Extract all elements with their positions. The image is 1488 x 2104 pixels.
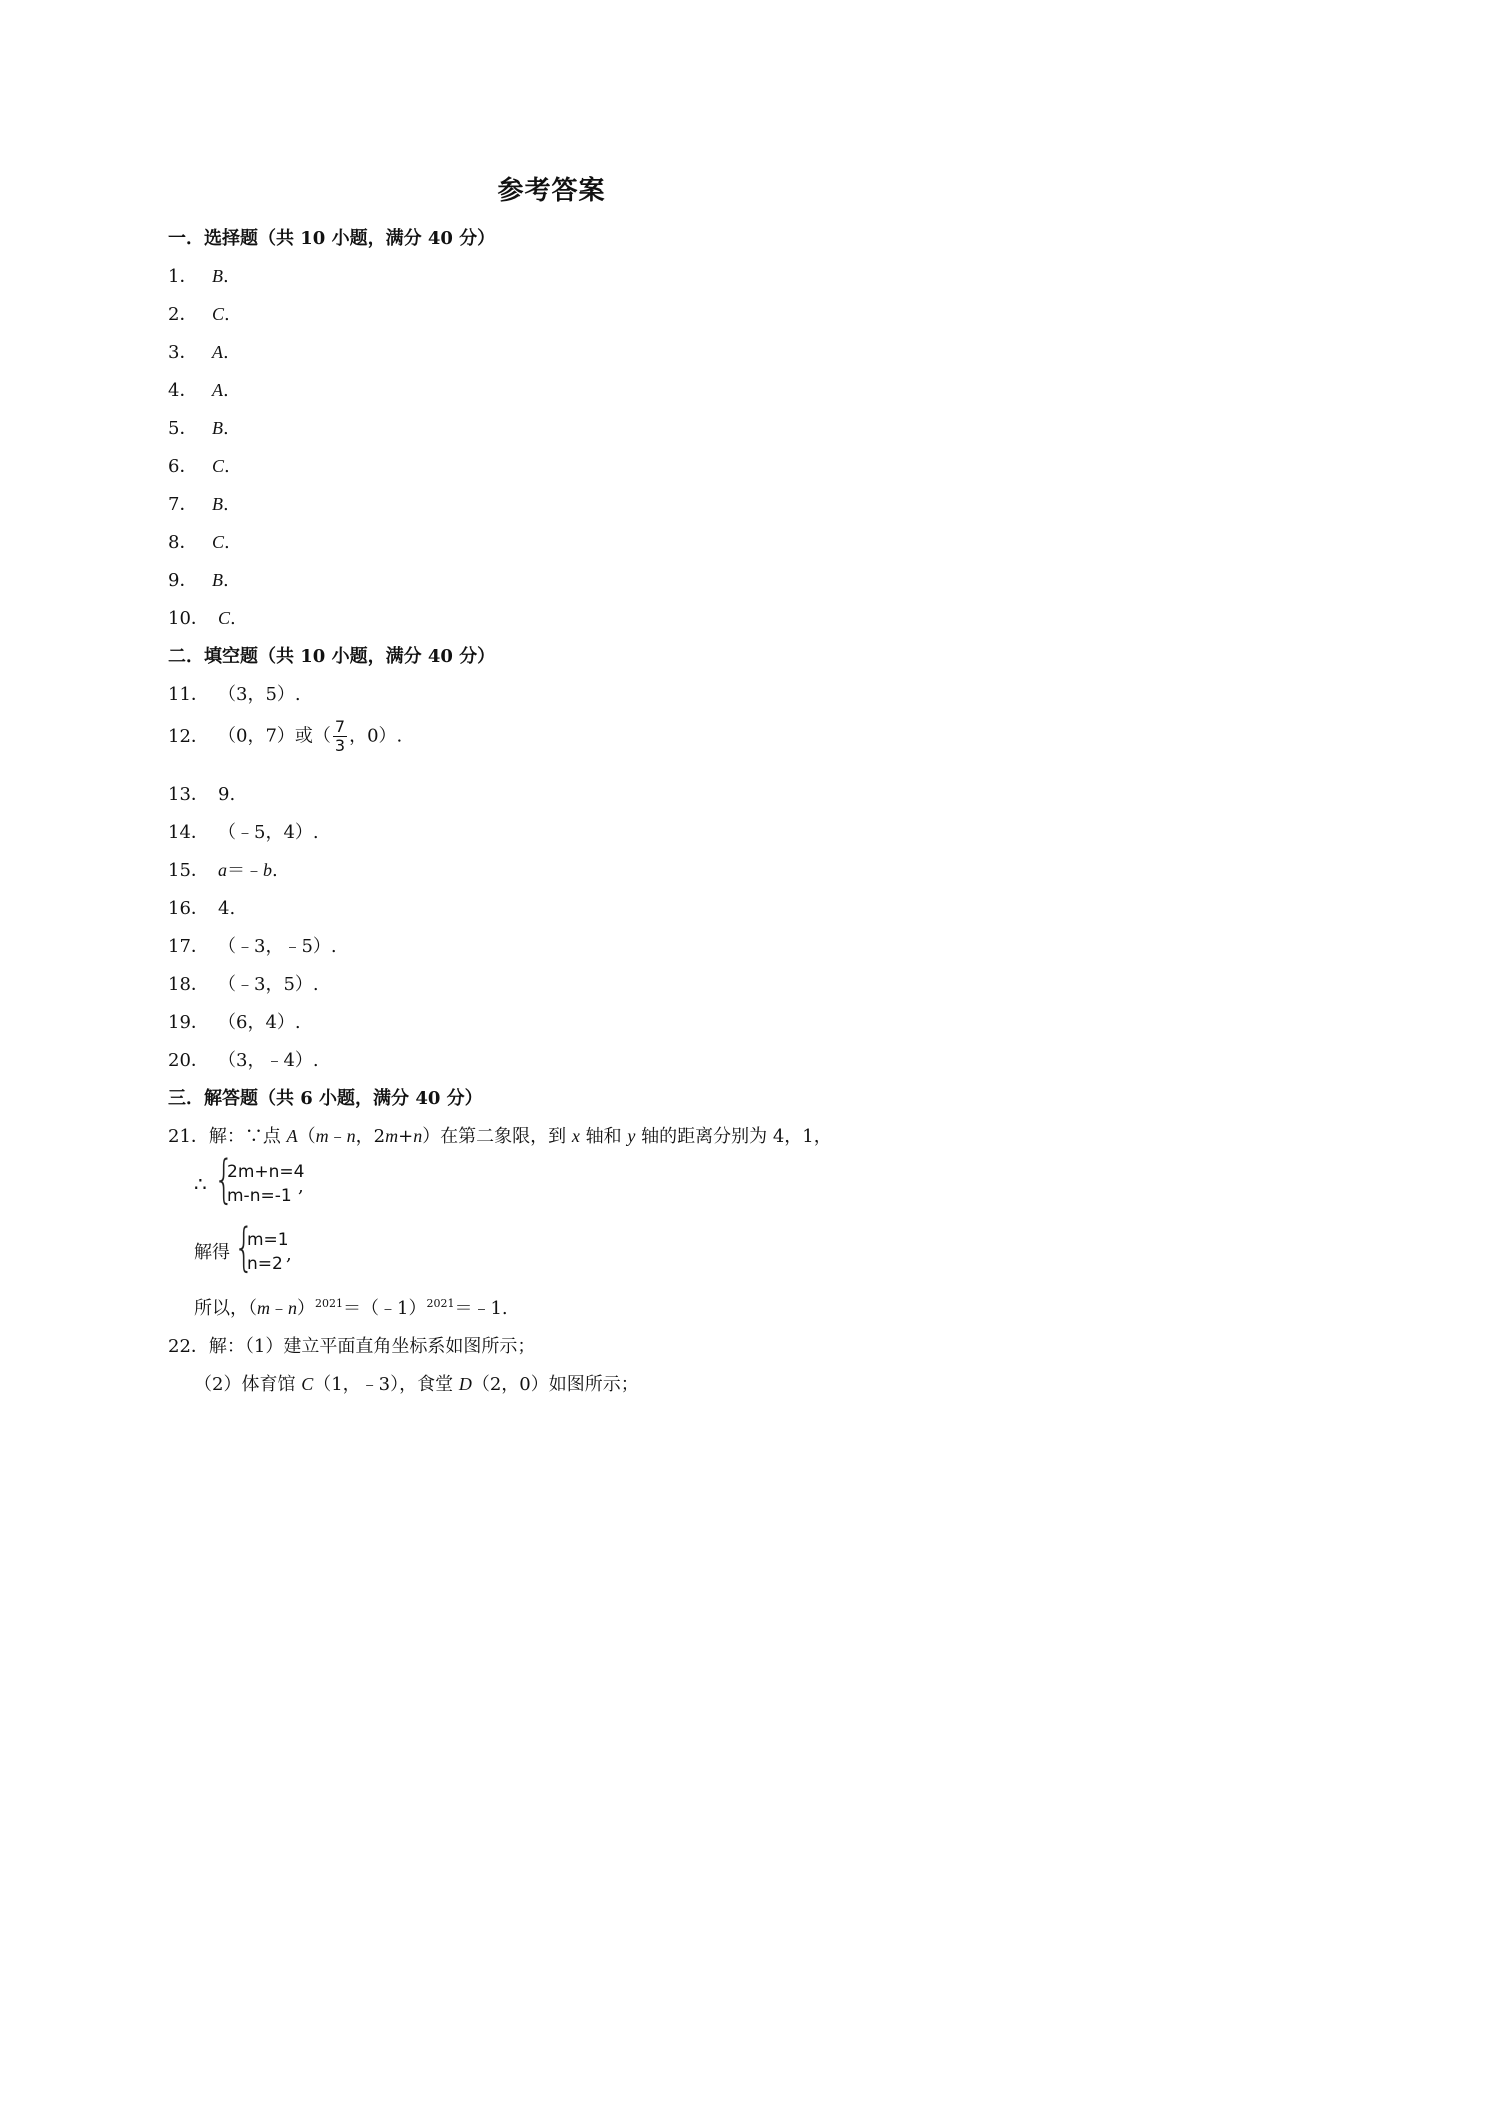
section-heading-solve: 三．解答题（共 6 小题，满分 40 分） bbox=[168, 1088, 483, 1109]
point-label: C bbox=[301, 1374, 314, 1394]
answer-letter: C bbox=[212, 456, 225, 476]
text-segment: 轴的距离分别为 4，1， bbox=[635, 1126, 832, 1147]
fill-answer-11 bbox=[168, 680, 301, 706]
question-number: 5． bbox=[168, 418, 198, 439]
question-number: 3． bbox=[168, 342, 198, 363]
choice-answer-5: 5． B. bbox=[168, 414, 229, 440]
question-number: 11． bbox=[168, 684, 209, 705]
comma: , bbox=[286, 1244, 292, 1265]
question-number: 18． bbox=[168, 974, 209, 995]
answer-operator: ＝﹣ bbox=[227, 860, 263, 881]
equation: 2m+n=4 bbox=[227, 1162, 305, 1182]
choice-answer-9: 9． B. bbox=[168, 566, 229, 592]
fill-answer-19 bbox=[168, 1008, 301, 1034]
question-number: 4． bbox=[168, 380, 198, 401]
choice-answer-10: 10． C. bbox=[168, 604, 236, 630]
text-segment: 解：（1）建立平面直角坐标系如图所示； bbox=[208, 1336, 536, 1357]
text-segment: ﹣ bbox=[328, 1126, 347, 1147]
solve-label: 解得 bbox=[194, 1242, 230, 1263]
text-segment: + bbox=[398, 1126, 414, 1147]
question-number: 21． bbox=[168, 1126, 209, 1147]
fill-answer-18 bbox=[168, 970, 319, 996]
question-number: 6． bbox=[168, 456, 198, 477]
equation: m=1 bbox=[247, 1230, 289, 1250]
answer-letter: C bbox=[218, 608, 231, 628]
answer-letter: B bbox=[212, 570, 223, 590]
answer-letter: B bbox=[212, 494, 223, 514]
question-number: 14． bbox=[168, 822, 209, 843]
section-heading-choice: 一．选择题（共 10 小题，满分 40 分） bbox=[168, 228, 496, 249]
fraction bbox=[333, 718, 347, 755]
fraction-denominator: 3 bbox=[334, 736, 346, 755]
variable-a: a bbox=[218, 860, 227, 880]
question-number: 2． bbox=[168, 304, 198, 325]
answer-letter: C bbox=[212, 532, 225, 552]
answer-text: （6，4）. bbox=[218, 1012, 301, 1033]
text-segment: ）在第二象限，到 bbox=[422, 1126, 572, 1147]
text-segment: ） bbox=[297, 1298, 315, 1319]
fill-answer-12 bbox=[168, 718, 402, 755]
answer-text-post: ，0）. bbox=[349, 725, 403, 747]
text-segment: 轴和 bbox=[579, 1126, 628, 1147]
text-segment: （1，﹣3），食堂 bbox=[313, 1374, 459, 1395]
page-title: 参考答案 bbox=[497, 176, 606, 206]
question-number: 9． bbox=[168, 570, 198, 591]
fill-answer-16 bbox=[168, 894, 235, 920]
question-number: 7． bbox=[168, 494, 198, 515]
question-number: 20． bbox=[168, 1050, 209, 1071]
answer-text: （﹣3，﹣5）. bbox=[218, 936, 337, 957]
question-number: 22． bbox=[168, 1336, 209, 1357]
question-number: 19． bbox=[168, 1012, 209, 1033]
fill-answer-20 bbox=[168, 1046, 319, 1072]
answer-text-pre: （0，7）或（ bbox=[218, 725, 331, 747]
answer-letter: B bbox=[212, 266, 223, 286]
equation: m-n=-1 bbox=[227, 1186, 292, 1206]
solution-21-line-1 bbox=[168, 1122, 832, 1148]
equation-system-1 bbox=[227, 1160, 304, 1208]
choice-answer-4: 4． A. bbox=[168, 376, 229, 402]
question-number: 8． bbox=[168, 532, 198, 553]
fraction-numerator: 7 bbox=[334, 717, 346, 736]
answer-end: . bbox=[272, 860, 278, 881]
answer-letter: A bbox=[212, 342, 223, 362]
choice-answer-2: 2． C. bbox=[168, 300, 230, 326]
exponent: 2021 bbox=[315, 1297, 343, 1310]
answer-text: （3，﹣4）. bbox=[218, 1050, 319, 1071]
section-heading-fill: 二．填空题（共 10 小题，满分 40 分） bbox=[168, 646, 496, 667]
answer-text: 9. bbox=[218, 784, 236, 805]
question-number: 16． bbox=[168, 898, 209, 919]
fill-answer-13 bbox=[168, 780, 235, 806]
equation: n=2 bbox=[247, 1254, 283, 1274]
answer-text: （﹣5，4）. bbox=[218, 822, 319, 843]
text-segment: 所以，（ bbox=[194, 1298, 257, 1319]
solution-21-conclusion bbox=[194, 1294, 508, 1320]
question-number: 15． bbox=[168, 860, 209, 881]
left-brace-icon: { bbox=[214, 1150, 234, 1210]
therefore-symbol: ∴ bbox=[194, 1172, 207, 1196]
variable-n: n bbox=[346, 1126, 356, 1146]
point-label: D bbox=[458, 1374, 472, 1394]
variable-m: m bbox=[385, 1126, 399, 1146]
choice-answer-1: 1． B. bbox=[168, 262, 229, 288]
text-segment: 解：∵点 bbox=[208, 1126, 287, 1147]
text-segment: ﹣ bbox=[270, 1298, 288, 1319]
answer-text: （3，5）. bbox=[218, 684, 301, 705]
solution-22-line-1 bbox=[168, 1332, 535, 1358]
question-number: 1． bbox=[168, 266, 198, 287]
choice-answer-7: 7． B. bbox=[168, 490, 229, 516]
variable-m: m bbox=[315, 1126, 329, 1146]
point-label: A bbox=[286, 1126, 298, 1146]
text-segment: ，2 bbox=[355, 1126, 386, 1147]
text-segment: （2，0）如图所示； bbox=[471, 1374, 639, 1395]
answer-letter: B bbox=[212, 418, 223, 438]
question-number: 13． bbox=[168, 784, 209, 805]
fill-answer-17 bbox=[168, 932, 337, 958]
fill-answer-15 bbox=[168, 856, 278, 882]
question-number: 17． bbox=[168, 936, 209, 957]
text-segment: ＝（﹣1） bbox=[343, 1298, 427, 1319]
question-number: 10． bbox=[168, 608, 209, 629]
comma: , bbox=[298, 1176, 304, 1197]
text-segment: （ bbox=[297, 1126, 316, 1147]
fill-answer-14 bbox=[168, 818, 319, 844]
text-segment: （2）体育馆 bbox=[194, 1374, 302, 1395]
variable-n: n bbox=[413, 1126, 423, 1146]
variable-y: y bbox=[627, 1126, 636, 1146]
answer-text: （﹣3，5）. bbox=[218, 974, 319, 995]
variable-x: x bbox=[571, 1126, 580, 1146]
text-segment: ＝﹣1. bbox=[454, 1298, 508, 1319]
exponent: 2021 bbox=[426, 1297, 455, 1310]
left-brace-icon: { bbox=[234, 1218, 254, 1278]
solution-22-line-2 bbox=[194, 1370, 639, 1396]
answer-text: 4. bbox=[218, 898, 236, 919]
variable-n: n bbox=[288, 1298, 297, 1318]
variable-m: m bbox=[257, 1298, 270, 1318]
answer-letter: C bbox=[212, 304, 225, 324]
choice-answer-3: 3． A. bbox=[168, 338, 229, 364]
question-number: 12． bbox=[168, 725, 209, 747]
choice-answer-8: 8． C. bbox=[168, 528, 230, 554]
equation-system-2 bbox=[247, 1228, 289, 1276]
choice-answer-6: 6． C. bbox=[168, 452, 230, 478]
variable-b: b bbox=[263, 860, 272, 880]
answer-letter: A bbox=[212, 380, 223, 400]
